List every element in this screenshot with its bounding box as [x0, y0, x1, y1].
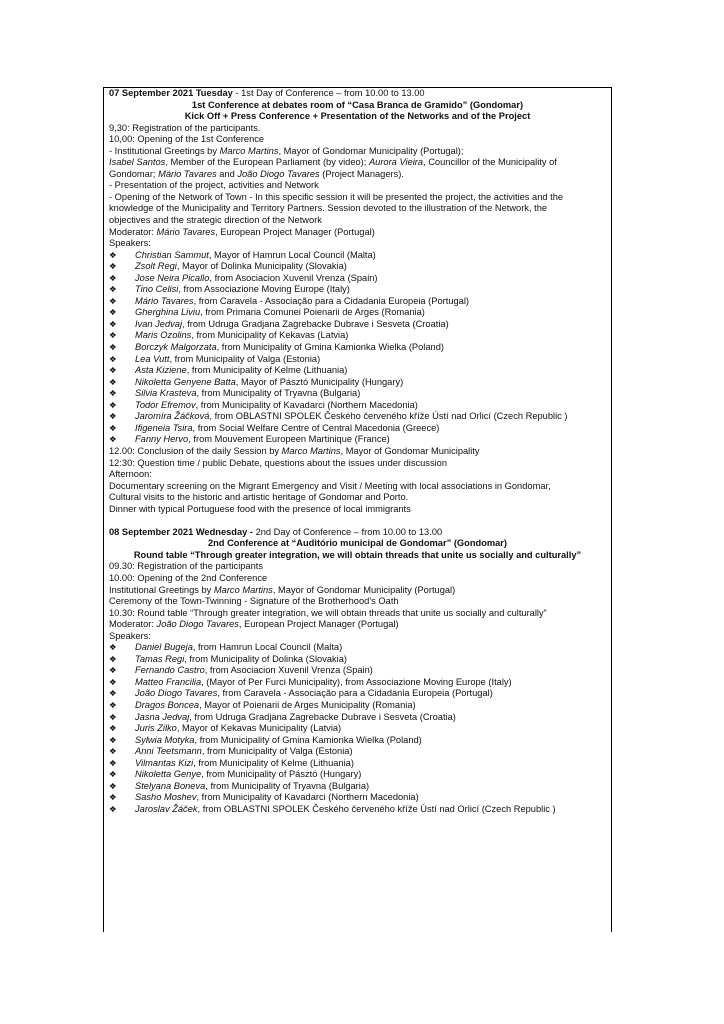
day2-header-rest: 2nd Day of Conference – from 10.00 to 13.00 — [253, 526, 443, 537]
day1-greetings-cont: Isabel Santos, Member of the European Parliament (by video); Aurora Vieira, Councillor of the Municipality of — [109, 157, 557, 168]
speaker-name: Gherghina Liviu — [135, 307, 201, 318]
speaker-role: , (Mayor of Per Furci Municipality), from Associazione Moving Europe (Italy) — [201, 676, 512, 687]
speaker-item — [109, 642, 611, 654]
speaker-item — [109, 665, 611, 677]
speaker-item — [109, 781, 611, 793]
speaker-role: , from Municipality of Kelme (Lithuania) — [193, 757, 354, 768]
day1-date: 07 September 2021 Tuesday — [109, 88, 233, 98]
speaker-name: Fanny Hervo — [135, 434, 189, 445]
speaker-role: , from Municipality of Gmina Kamionka Wielka (Poland) — [216, 342, 444, 353]
speaker-name: Tamas Regi — [135, 653, 185, 664]
bullet-icon: ❖ — [109, 261, 117, 272]
day2-opening: 10.00: Opening of the 2nd Conference — [109, 572, 268, 583]
speaker-role: , from Municipality of Dolinka (Slovakia) — [184, 653, 348, 664]
speaker-item — [109, 250, 611, 262]
day2-registration: 09.30: Registration of the participants — [109, 561, 264, 572]
speaker-item — [109, 342, 611, 354]
speaker-name: Borczyk Malgorzata — [135, 342, 217, 353]
speaker-role: , from Municipality of Gmina Kamionka Wielka (Poland) — [194, 734, 422, 745]
speaker-name: Vilmantas Kizi — [135, 757, 194, 768]
speaker-role: , from Caravela - Associação para a Cidadania Europeia (Portugal) — [193, 295, 469, 306]
speaker-role: , Mayor of Pásztó Municipality (Hungary) — [235, 376, 404, 387]
speaker-name: Daniel Bugeja — [135, 642, 193, 653]
speaker-item — [109, 296, 611, 308]
bullet-icon: ❖ — [109, 399, 117, 410]
speaker-item — [109, 723, 611, 735]
bullet-icon: ❖ — [109, 665, 117, 676]
day1-network-3: objectives and the strategic direction of the Network — [109, 215, 322, 226]
bullet-icon: ❖ — [109, 642, 117, 653]
day2-header — [109, 527, 611, 539]
day1-subtitle: Kick Off + Press Conference + Presentation of the Networks and of the Project — [184, 111, 531, 122]
bullet-icon: ❖ — [109, 318, 117, 329]
bullet-icon: ❖ — [109, 434, 117, 445]
speaker-item — [109, 273, 611, 285]
programme-box — [103, 87, 612, 932]
bullet-icon: ❖ — [109, 699, 117, 710]
speaker-role: , from Udruga Gradjana Zagrebacke Dubrave i Sesveta (Croatia) — [182, 318, 449, 329]
day1-registration: 9,30: Registration of the participants. — [109, 122, 261, 133]
speaker-item — [109, 423, 611, 435]
speaker-item — [109, 804, 611, 816]
speaker-item — [109, 284, 611, 296]
speaker-role: , from Asociacion Xuvenil Vrenza (Spain) — [209, 272, 378, 283]
speaker-item — [109, 769, 611, 781]
speaker-name: Jasna Jedvaj — [135, 711, 190, 722]
speaker-name: Nikoletta Genyene Batta — [135, 376, 236, 387]
day1-speaker-list — [109, 250, 611, 446]
speaker-role: , from Municipality of Valga (Estonia) — [201, 746, 353, 757]
speaker-name: Juris Zilko — [135, 723, 177, 734]
day2-greetings: Institutional Greetings by Marco Martins, Mayor of Gondomar Municipality (Portugal) — [109, 584, 456, 595]
speaker-role: , from Hamrun Local Council (Malta) — [192, 642, 343, 653]
speaker-name: Fernando Castro — [135, 665, 205, 676]
speaker-item — [109, 746, 611, 758]
speaker-item — [109, 677, 611, 689]
day2-round-table: 10.30: Round table “Through greater integration, we will obtain threads that unite us socially and culturally” — [109, 607, 547, 618]
bullet-icon: ❖ — [109, 734, 117, 745]
speaker-name: Ivan Jedvaj — [135, 318, 183, 329]
speaker-role: , from OBLASTNI SPOLEK Českého červeného kříže Ústí nad Orlicí (Czech Republic ) — [209, 411, 568, 422]
speaker-role: , Mayor of Kekavas Municipality (Latvia) — [176, 723, 342, 734]
speaker-name: Jaromíra Žáčková — [135, 411, 210, 422]
speaker-item — [109, 319, 611, 331]
speaker-name: Matteo Francilia — [135, 676, 202, 687]
speaker-role: , from Municipality of Valga (Estonia) — [169, 353, 321, 364]
bullet-icon: ❖ — [109, 388, 117, 399]
day1-network-1: - Opening of the Network of Town - In this specific session it will be presented the project, the activities and the — [109, 191, 564, 202]
speaker-item — [109, 261, 611, 273]
bullet-icon: ❖ — [109, 676, 117, 687]
bullet-icon: ❖ — [109, 376, 117, 387]
day1-moderator: Moderator: Mário Tavares, European Project Manager (Portugal) — [109, 226, 375, 237]
day1-presentation: - Presentation of the project, activities and Network — [109, 180, 319, 191]
speaker-role: , from Municipality of Tryavna (Bulgaria) — [205, 780, 370, 791]
speaker-role: , from Associazione Moving Europe (Italy) — [178, 284, 350, 295]
spacer — [109, 515, 611, 527]
day1-project-managers: Gondomar; Mário Tavares and João Diogo Tavares (Project Managers). — [109, 168, 404, 179]
speaker-role: , from Udruga Gradjana Zagrebacke Dubrave i Sesveta (Croatia) — [189, 711, 456, 722]
bullet-icon: ❖ — [109, 284, 117, 295]
speaker-item — [109, 712, 611, 724]
speaker-item — [109, 792, 611, 804]
speaker-name: Asta Kiziene — [135, 365, 187, 376]
speaker-name: Zsolt Regi — [135, 261, 177, 272]
bullet-icon: ❖ — [109, 422, 117, 433]
speaker-role: , from Municipality of Kekavas (Latvia) — [191, 330, 349, 341]
bullet-icon: ❖ — [109, 780, 117, 791]
bullet-icon: ❖ — [109, 365, 117, 376]
day2-ceremony: Ceremony of the Town-Twinning - Signature of the Brotherhood’s Oath — [109, 596, 399, 607]
bullet-icon: ❖ — [109, 272, 117, 283]
speaker-name: Silvia Krasteva — [135, 388, 197, 399]
day1-opening: 10,00: Opening of the 1st Conference — [109, 134, 265, 145]
speaker-name: Jose Neira Picallo — [135, 272, 210, 283]
bullet-icon: ❖ — [109, 792, 117, 803]
day1-documentary: Documentary screening on the Migrant Emergency and Visit / Meeting with local associations in Gondomar, — [109, 480, 551, 491]
speaker-role: , Mayor of Poienarii de Arges Municipality (Romania) — [199, 699, 416, 710]
day2-speaker-list — [109, 642, 611, 815]
day1-afternoon: Afternoon: — [109, 469, 152, 480]
speaker-role: , from Caravela - Associação para a Cidadania Europeia (Portugal) — [217, 688, 493, 699]
speaker-item — [109, 735, 611, 747]
bullet-icon: ❖ — [109, 249, 117, 260]
bullet-icon: ❖ — [109, 688, 117, 699]
speaker-role: , Mayor of Hamrun Local Council (Malta) — [208, 249, 376, 260]
bullet-icon: ❖ — [109, 342, 117, 353]
speaker-role: , from Municipality of Kavadarci (Northern Macedonia) — [196, 792, 419, 803]
speaker-name: Sylwia Motyka — [135, 734, 195, 745]
speaker-name: Ifigeneia Tsira — [135, 422, 193, 433]
bullet-icon: ❖ — [109, 653, 117, 664]
speaker-name: Christian Sammut — [135, 249, 209, 260]
day2-title: 2nd Conference at “Auditório municipal de Gondomar” (Gondomar) — [207, 538, 508, 549]
bullet-icon: ❖ — [109, 330, 117, 341]
speaker-item — [109, 758, 611, 770]
speaker-name: Tino Celisi — [135, 284, 179, 295]
day1-dinner: Dinner with typical Portuguese food with the presence of local immigrants — [109, 503, 411, 514]
speaker-name: Mário Tavares — [135, 295, 194, 306]
speaker-item — [109, 654, 611, 666]
speaker-role: , from Municipality of Kelme (Lithuania) — [186, 365, 348, 376]
speaker-name: Jaroslav Žáček — [135, 803, 198, 814]
day1-conclusion: 12.00: Conclusion of the daily Session by Marco Martins, Mayor of Gondomar Municipality — [109, 445, 480, 456]
speaker-role: , Mayor of Dolinka Municipality (Slovakia) — [176, 261, 347, 272]
speaker-name: João Diogo Tavares — [135, 688, 218, 699]
day1-header — [109, 88, 611, 100]
day2-moderator: Moderator: João Diogo Tavares, European Project Manager (Portugal) — [109, 619, 399, 630]
bullet-icon: ❖ — [109, 307, 117, 318]
bullet-icon: ❖ — [109, 295, 117, 306]
speaker-name: Lea Vutt — [135, 353, 170, 364]
bullet-icon: ❖ — [109, 353, 117, 364]
speaker-item — [109, 411, 611, 423]
bullet-icon: ❖ — [109, 757, 117, 768]
speaker-item — [109, 377, 611, 389]
day1-cultural-visits: Cultural visits to the historic and artistic heritage of Gondomar and Porto. — [109, 492, 409, 503]
speaker-item — [109, 330, 611, 342]
day2-subtitle: Round table “Through greater integration, we will obtain threads that unite us socially and culturally” — [133, 549, 582, 560]
speaker-role: , from Social Welfare Centre of Central Macedonia (Greece) — [192, 422, 440, 433]
speaker-item — [109, 365, 611, 377]
speaker-role: , from Primaria Comunei Poienarii de Arges (Romania) — [200, 307, 425, 318]
speaker-item — [109, 434, 611, 446]
speaker-item — [109, 307, 611, 319]
speaker-role: , from Municipality of Tryavna (Bulgaria) — [196, 388, 361, 399]
bullet-icon: ❖ — [109, 711, 117, 722]
bullet-icon: ❖ — [109, 769, 117, 780]
speaker-name: Maris Ozolins — [135, 330, 192, 341]
speaker-item — [109, 388, 611, 400]
speaker-name: Sasho Moshev — [135, 792, 197, 803]
speaker-name: Anni Teetsmann — [135, 746, 202, 757]
speaker-role: , from Municipality of Pásztó (Hungary) — [201, 769, 362, 780]
speaker-name: Dragos Boncea — [135, 699, 200, 710]
day1-header-rest: - 1st Day of Conference – from 10.00 to 13.00 — [232, 88, 425, 98]
day2-speakers-label: Speakers: — [109, 630, 151, 641]
speaker-item — [109, 688, 611, 700]
bullet-icon: ❖ — [109, 746, 117, 757]
speaker-name: Stelyana Boneva — [135, 780, 206, 791]
speaker-name: Nikoletta Genye — [135, 769, 202, 780]
day2-date: 08 September 2021 Wednesday - — [109, 526, 253, 537]
bullet-icon: ❖ — [109, 803, 117, 814]
speaker-role: , from Mouvement Europeen Martinique (France) — [188, 434, 390, 445]
day1-network-2: knowledge of the Municipality and Territory Partners. Session devoted to the illustration of the Network, the — [109, 203, 548, 214]
day1-title: 1st Conference at debates room of “Casa Branca de Gramido” (Gondomar) — [191, 99, 524, 110]
bullet-icon: ❖ — [109, 411, 117, 422]
speaker-role: , from Asociacion Xuvenil Vrenza (Spain) — [204, 665, 373, 676]
speaker-item — [109, 700, 611, 712]
speaker-role: , from OBLASTNI SPOLEK Českého červeného kříže Ústí nad Orlicí (Czech Republic ) — [197, 803, 556, 814]
day1-greetings: - Institutional Greetings by Marco Martins, Mayor of Gondomar Municipality (Portugal); — [109, 145, 464, 156]
speaker-item — [109, 354, 611, 366]
day1-question-time: 12:30: Question time / public Debate, questions about the issues under discussion — [109, 457, 447, 468]
speaker-role: , from Municipality of Kavadarci (Northern Macedonia) — [195, 399, 418, 410]
bullet-icon: ❖ — [109, 723, 117, 734]
day1-speakers-label: Speakers: — [109, 238, 151, 249]
speaker-name: Todor Efremov — [135, 399, 196, 410]
speaker-item — [109, 400, 611, 412]
